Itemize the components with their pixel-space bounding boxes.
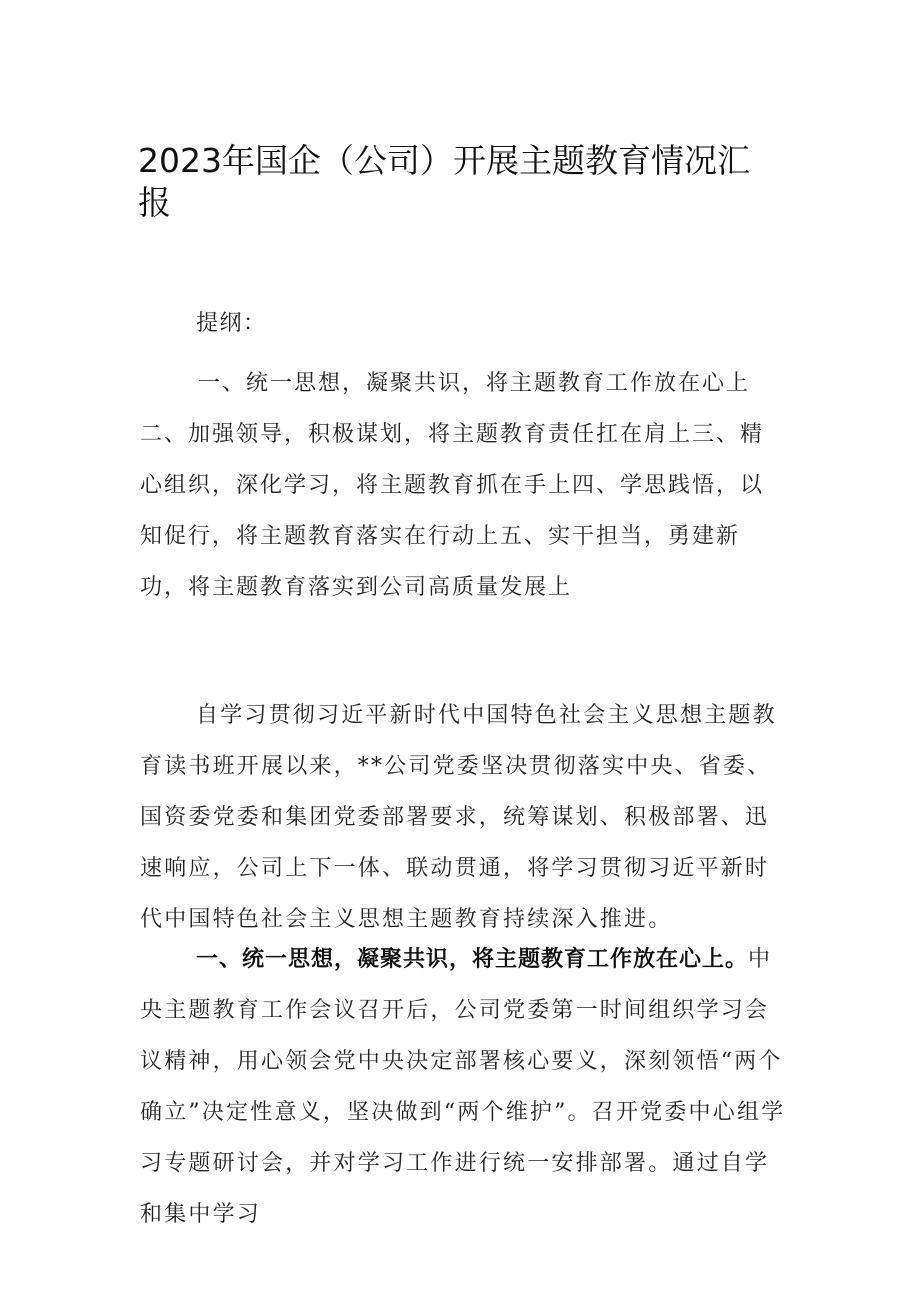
document-title: 2023年国企（公司）开展主题教育情况汇报: [138, 141, 750, 222]
outline-text: 一、统一思想，凝聚共识，将主题教育工作放在心上二、加强领导，积极谋划，将主题教育责任扛在肩上三、精心组织，深化学习，将主题教育抓在手上四、学思践悟，以知促行，将主题教育落实在行动上五、实干担当，勇建新功，将主题教育落实到公司高质量发展上: [140, 371, 765, 600]
intro-paragraph: 自学习贯彻习近平新时代中国特色社会主义思想主题教育读书班开展以来，**公司党委坚决贯彻落实中央、省委、国资委党委和集团党委部署要求，统筹谋划、积极部署、迅速响应，公司上下一体、联动贯通，将学习贯彻习近平新时代中国特色社会主义思想主题教育持续深入推进。: [140, 703, 777, 932]
outline-label: 提纲：: [196, 311, 267, 336]
section-1-text: 中央主题教育工作会议召开后，公司党委第一时间组织学习会议精神，用心领会党中央决定部署核心要义，深刻领悟“两个确立”决定性意义，坚决做到“两个维护”。召开党委中心组学习专题研讨会，并对学习工作进行统一安排部署。通过自学和集中学习: [140, 947, 786, 1227]
section-1-heading: 一、统一思想，凝聚共识，将主题教育工作放在心上。: [196, 947, 749, 972]
section-1-paragraph: [140, 934, 788, 1240]
